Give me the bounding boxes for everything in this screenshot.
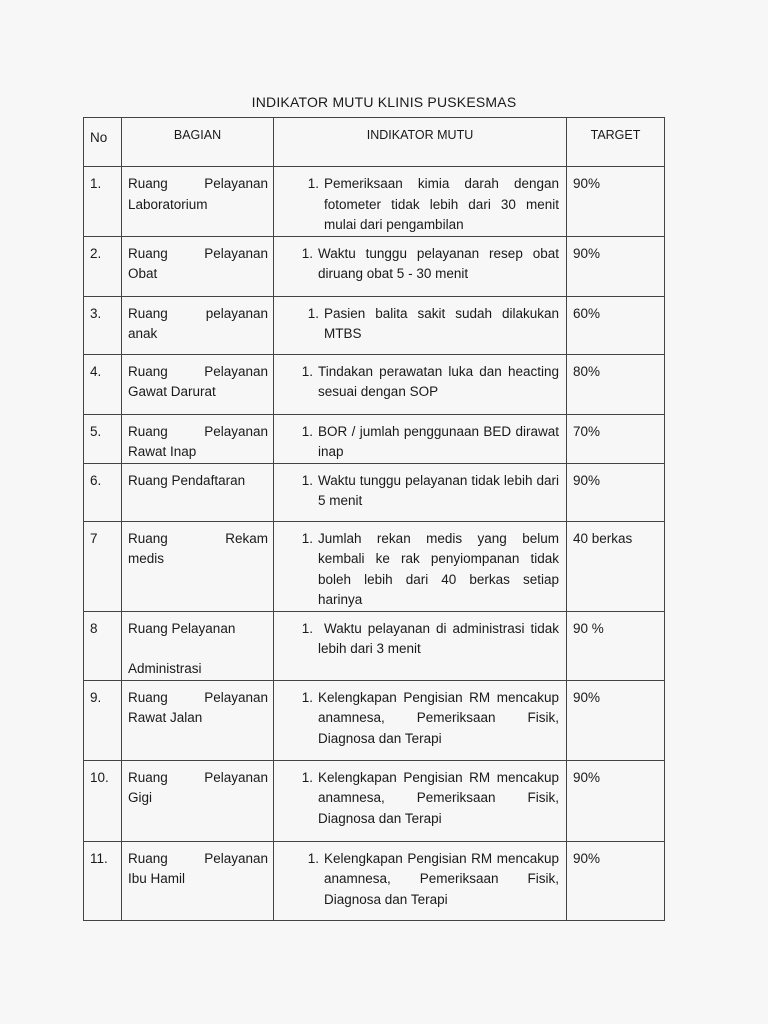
cell-bagian: Ruang Pendaftaran xyxy=(122,463,274,521)
table-row xyxy=(84,354,665,414)
cell-indikator: 1. Pemeriksaan kimia darah dengan fotometer tidak lebih dari 30 menit mulai dari pengambilan xyxy=(274,167,567,237)
cell-target: 90% xyxy=(567,236,665,296)
table-row xyxy=(84,760,665,841)
cell-no: 10. xyxy=(84,760,122,841)
cell-target: 90% xyxy=(567,463,665,521)
table-row xyxy=(84,167,665,237)
cell-target: 90% xyxy=(567,167,665,237)
cell-bagian: Ruang Pelayanan Administrasi xyxy=(122,611,274,680)
table-row xyxy=(84,680,665,760)
cell-bagian: Ruang Pelayanan Ibu Hamil xyxy=(122,841,274,920)
cell-bagian: Ruang Pelayanan Gawat Darurat xyxy=(122,354,274,414)
header-no: No xyxy=(84,118,122,167)
cell-no: 11. xyxy=(84,841,122,920)
table-row xyxy=(84,841,665,920)
table-row xyxy=(84,236,665,296)
table-row xyxy=(84,463,665,521)
cell-no: 1. xyxy=(84,167,122,237)
table-row xyxy=(84,521,665,611)
cell-indikator: 1. Kelengkapan Pengisian RM mencakup anamnesa, Pemeriksaan Fisik, Diagnosa dan Terapi xyxy=(274,760,567,841)
header-indikator: INDIKATOR MUTU xyxy=(274,118,567,167)
cell-indikator: 1. Waktu tunggu pelayanan tidak lebih dari 5 menit xyxy=(274,463,567,521)
cell-target: 90% xyxy=(567,760,665,841)
cell-target: 40 berkas xyxy=(567,521,665,611)
cell-target: 90% xyxy=(567,841,665,920)
cell-no: 2. xyxy=(84,236,122,296)
cell-target: 90 % xyxy=(567,611,665,680)
cell-bagian: Ruang Pelayanan Rawat Inap xyxy=(122,414,274,463)
cell-bagian: Ruang Pelayanan Laboratorium xyxy=(122,167,274,237)
cell-indikator: 1. Waktu tunggu pelayanan resep obat diruang obat 5 - 30 menit xyxy=(274,236,567,296)
cell-no: 6. xyxy=(84,463,122,521)
indikator-table xyxy=(83,117,665,921)
cell-bagian: Ruang Pelayanan Obat xyxy=(122,236,274,296)
cell-no: 3. xyxy=(84,296,122,354)
cell-no: 7 xyxy=(84,521,122,611)
cell-no: 9. xyxy=(84,680,122,760)
header-bagian: BAGIAN xyxy=(122,118,274,167)
cell-target: 70% xyxy=(567,414,665,463)
cell-bagian: Ruang Pelayanan Gigi xyxy=(122,760,274,841)
cell-no: 5. xyxy=(84,414,122,463)
cell-no: 8 xyxy=(84,611,122,680)
cell-indikator: 1. Kelengkapan Pengisian RM mencakup anamnesa, Pemeriksaan Fisik, Diagnosa dan Terapi xyxy=(274,680,567,760)
cell-bagian: Ruang pelayanan anak xyxy=(122,296,274,354)
cell-indikator: 1. Jumlah rekan medis yang belum kembali ke rak penyiompanan tidak boleh lebih dari 40 berkas setiap harinya xyxy=(274,521,567,611)
cell-indikator: 1. Tindakan perawatan luka dan heacting sesuai dengan SOP xyxy=(274,354,567,414)
cell-target: 60% xyxy=(567,296,665,354)
page-title: INDIKATOR MUTU KLINIS PUSKESMAS xyxy=(251,94,517,110)
table-row xyxy=(84,296,665,354)
cell-bagian: Ruang Pelayanan Rawat Jalan xyxy=(122,680,274,760)
cell-indikator: 1. BOR / jumlah penggunaan BED dirawat inap xyxy=(274,414,567,463)
header-target: TARGET xyxy=(567,118,665,167)
table-row xyxy=(84,611,665,680)
cell-target: 90% xyxy=(567,680,665,760)
cell-indikator: 1. Pasien balita sakit sudah dilakukan MTBS xyxy=(274,296,567,354)
table-header-row xyxy=(84,118,665,167)
cell-indikator: 1. Waktu pelayanan di administrasi tidak lebih dari 3 menit xyxy=(274,611,567,680)
table-row xyxy=(84,414,665,463)
cell-bagian: Ruang Rekam medis xyxy=(122,521,274,611)
cell-target: 80% xyxy=(567,354,665,414)
cell-no: 4. xyxy=(84,354,122,414)
cell-indikator: 1. Kelengkapan Pengisian RM mencakup anamnesa, Pemeriksaan Fisik, Diagnosa dan Terapi xyxy=(274,841,567,920)
